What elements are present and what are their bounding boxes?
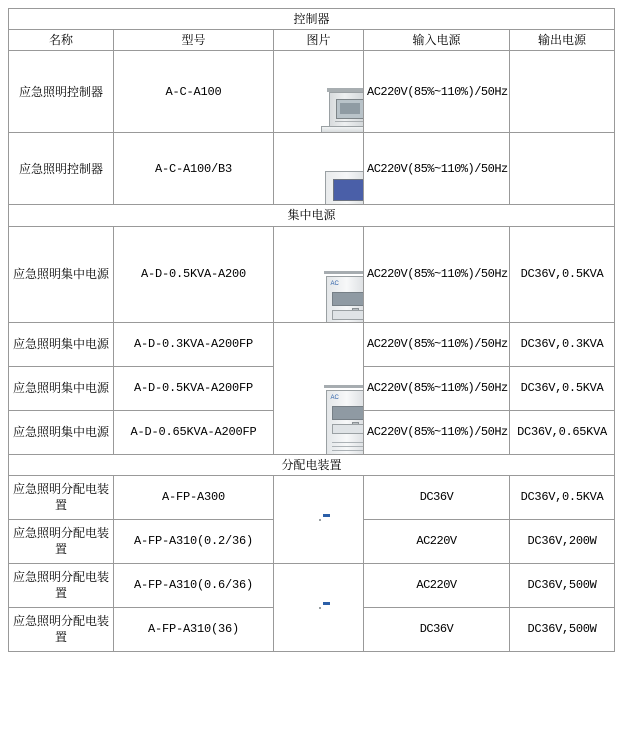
column-header-name: 名称: [9, 30, 114, 51]
table-row: [9, 51, 615, 133]
input-power: AC220V(85%~110%)/50Hz: [364, 410, 510, 454]
column-header-image: 图片: [274, 30, 364, 51]
output-power: DC36V,0.5KVA: [510, 366, 615, 410]
section-title-distribution: 分配电装置: [9, 454, 615, 475]
input-power: AC220V(85%~110%)/50Hz: [364, 322, 510, 366]
table-row: [9, 322, 615, 366]
product-name: 应急照明分配电装置: [9, 563, 114, 607]
input-power: AC220V(85%~110%)/50Hz: [364, 133, 510, 205]
input-power: AC220V: [364, 563, 510, 607]
output-power: [510, 133, 615, 205]
product-image-cell: [274, 51, 364, 133]
product-name: 应急照明控制器: [9, 51, 114, 133]
product-spec-table: [8, 8, 615, 652]
product-name: 应急照明集中电源: [9, 226, 114, 322]
output-power: [510, 51, 615, 133]
output-power: DC36V,0.65KVA: [510, 410, 615, 454]
product-model: A-D-0.65KVA-A200FP: [114, 410, 274, 454]
product-model: A-FP-A310(36): [114, 607, 274, 651]
input-power: DC36V: [364, 475, 510, 519]
product-image-cell: [274, 133, 364, 205]
output-power: DC36V,0.5KVA: [510, 475, 615, 519]
product-model: A-C-A100/B3: [114, 133, 274, 205]
section-title-row-power-supply: [9, 205, 615, 226]
table-row: [9, 563, 615, 607]
table-row: [9, 226, 615, 322]
product-name: 应急照明集中电源: [9, 322, 114, 366]
product-image-cell: AC: [274, 322, 364, 454]
product-name: 应急照明集中电源: [9, 366, 114, 410]
input-power: DC36V: [364, 607, 510, 651]
product-model: A-D-0.5KVA-A200: [114, 226, 274, 322]
section-title-power-supply: 集中电源: [9, 205, 615, 226]
output-power: DC36V,200W: [510, 519, 615, 563]
product-model: A-FP-A310(0.2/36): [114, 519, 274, 563]
section-title-row-distribution: [9, 454, 615, 475]
table-row: [9, 133, 615, 205]
table-row: [9, 475, 615, 519]
product-name: 应急照明分配电装置: [9, 519, 114, 563]
input-power: AC220V(85%~110%)/50Hz: [364, 226, 510, 322]
section-title-controller: 控制器: [9, 9, 615, 30]
product-model: A-FP-A300: [114, 475, 274, 519]
product-name: 应急照明分配电装置: [9, 475, 114, 519]
column-header-model: 型号: [114, 30, 274, 51]
input-power: AC220V(85%~110%)/50Hz: [364, 51, 510, 133]
output-power: DC36V,500W: [510, 607, 615, 651]
output-power: DC36V,0.5KVA: [510, 226, 615, 322]
input-power: AC220V(85%~110%)/50Hz: [364, 366, 510, 410]
product-image-cell: [274, 563, 364, 651]
section-title-row-controller: [9, 9, 615, 30]
product-image-cell: [274, 475, 364, 563]
product-model: A-D-0.5KVA-A200FP: [114, 366, 274, 410]
output-power: DC36V,0.3KVA: [510, 322, 615, 366]
product-name: 应急照明分配电装置: [9, 607, 114, 651]
table-header-row: [9, 30, 615, 51]
input-power: AC220V: [364, 519, 510, 563]
product-name: 应急照明集中电源: [9, 410, 114, 454]
product-model: A-D-0.3KVA-A200FP: [114, 322, 274, 366]
column-header-input-power: 输入电源: [364, 30, 510, 51]
column-header-output-power: 输出电源: [510, 30, 615, 51]
output-power: DC36V,500W: [510, 563, 615, 607]
product-model: A-C-A100: [114, 51, 274, 133]
product-name: 应急照明控制器: [9, 133, 114, 205]
product-image-cell: AC: [274, 226, 364, 322]
product-model: A-FP-A310(0.6/36): [114, 563, 274, 607]
